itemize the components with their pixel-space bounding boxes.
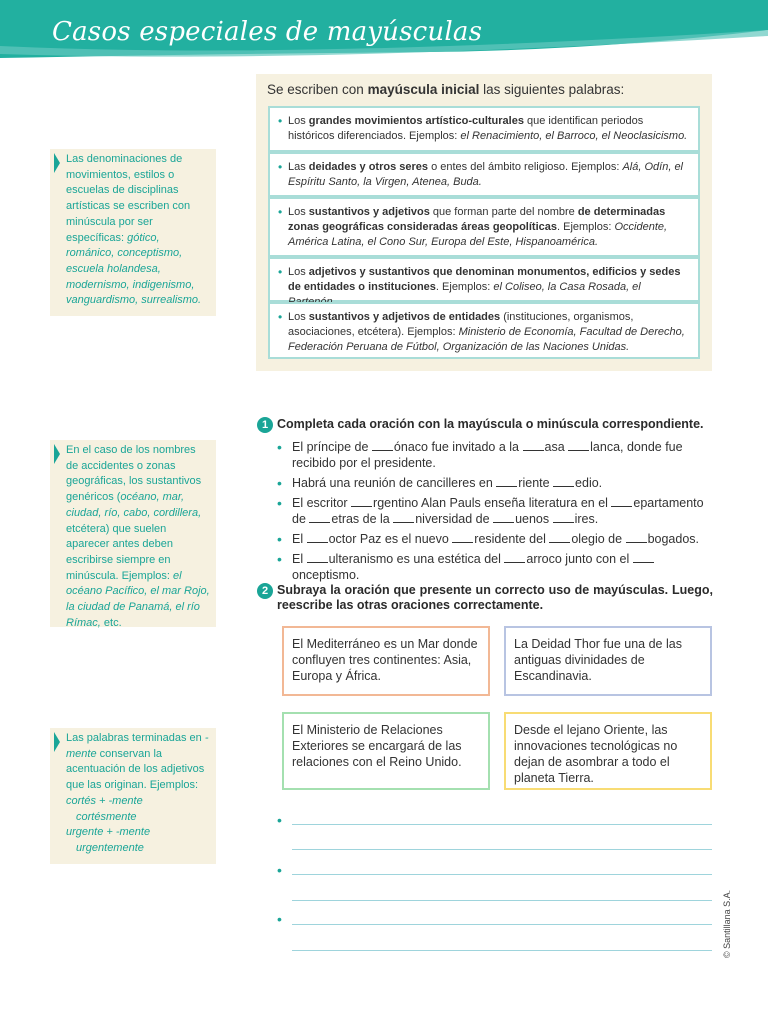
rules-intro: Se escriben con mayúscula inicial las siguientes palabras:	[267, 82, 625, 97]
rule-item: • Los adjetivos y sustantivos que denominan monumentos, edificios y sedes de entidades o instituciones. Ejemplos: el Coliseo, la Casa Rosada, el	[268, 257, 700, 302]
bullet-icon: •	[277, 531, 282, 547]
side-note-mente: Las palabras terminadas en -mente conservan la acentuación de los adjetivos que las originan. Ejemplos: cortés + -mente cortésmente urgente + -mente urgentemente	[50, 728, 216, 864]
header-banner	[0, 0, 768, 62]
sentence-card[interactable]: Desde el lejano Oriente, las innovaciones tecnológicas no dejan de asombrar a todo el planeta Tierra.	[504, 712, 712, 790]
blank-field[interactable]	[611, 495, 632, 507]
sentence-item: • El ulteranismo es una estética del arroco junto con el onceptismo.	[276, 551, 716, 583]
note-arrow-icon	[54, 444, 60, 464]
blank-field[interactable]	[633, 551, 654, 563]
writing-line[interactable]	[292, 849, 712, 850]
blank-field[interactable]	[549, 531, 570, 543]
sentence-item: • El escritor rgentino Alan Pauls enseña literatura en el epartamento de etras de la niversidad de uenos ires.	[277, 495, 704, 526]
writing-line[interactable]	[292, 924, 712, 925]
side-note-geography: En el caso de los nombres de accidentes o zonas geográficas, los sustantivos genéricos (océano, mar, ciudad, río, cabo, cordillera, etcétera) que suelen aparecer antes deben escribirse siempre en minúscula. Ejemplos: el océano Pacífico, el mar Rojo, la ciudad de Panamá, el río Rímac, etc.	[50, 440, 216, 627]
page-title: Casos especiales de mayúsculas	[52, 17, 483, 47]
blank-field[interactable]	[393, 511, 414, 523]
side-note-movements: Las denominaciones de movimientos, estilos o escuelas de disciplinas artísticas se escriben con minúscula por ser específicas: gótico, románico, conceptismo, escuela holandesa, modernismo, indigenismo, vanguardismo, surrealismo.	[50, 149, 216, 316]
rules-panel	[256, 74, 712, 371]
blank-field[interactable]	[496, 475, 517, 487]
sentence-card[interactable]: El Mediterráneo es un Mar donde confluyen tres continentes: Asia, Europa y África.	[282, 626, 490, 696]
bullet-icon: •	[277, 911, 282, 927]
sentence-card[interactable]: La Deidad Thor fue una de las antiguas divinidades de Escandinavia.	[504, 626, 712, 696]
rule-item: • Los grandes movimientos artístico-culturales que identifican periodos históricos diferenciados. Ejemplos: el Renacimiento, el Barroco, el Neoclasicismo.	[268, 106, 700, 152]
bullet-icon: •	[277, 551, 282, 567]
writing-line[interactable]	[292, 874, 712, 875]
blank-field[interactable]	[351, 495, 372, 507]
blank-field[interactable]	[523, 439, 544, 451]
note-arrow-icon	[54, 732, 60, 752]
note-arrow-icon	[54, 153, 60, 173]
bullet-icon: •	[277, 495, 282, 511]
exercise-1-heading: 1 Completa cada oración con la mayúscula o minúscula correspondiente.	[257, 417, 717, 432]
blank-field[interactable]	[493, 511, 514, 523]
bullet-icon: •	[277, 475, 282, 491]
blank-field[interactable]	[307, 551, 328, 563]
blank-field[interactable]	[568, 439, 589, 451]
bullet-icon: •	[278, 205, 283, 219]
blank-field[interactable]	[452, 531, 473, 543]
rule-item: • Los sustantivos y adjetivos de entidades (instituciones, organismos, asociaciones, etcétera). Ejemplos: Ministerio de Economía, Facultad de Derecho, Federación Peruana de Fútbol, Organización de las Naciones Unidas.	[268, 302, 700, 359]
blank-field[interactable]	[553, 511, 574, 523]
bullet-icon: •	[277, 439, 282, 455]
exercise-1-list	[276, 439, 716, 587]
exercise-number-badge: 1	[257, 417, 273, 433]
rule-item: • Las deidades y otros seres o entes del ámbito religioso. Ejemplos: Alá, Odín, el Espíritu Santo, la Virgen, Atenea, Buda.	[268, 152, 700, 197]
bullet-icon: •	[278, 310, 283, 324]
bullet-icon: •	[277, 812, 282, 828]
blank-field[interactable]	[372, 439, 393, 451]
bullet-icon: •	[278, 160, 283, 174]
writing-line[interactable]	[292, 824, 712, 825]
blank-field[interactable]	[504, 551, 525, 563]
exercise-number-badge: 2	[257, 583, 273, 599]
sentence-card[interactable]: El Ministerio de Relaciones Exteriores se encargará de las relaciones con el Reino Unido.	[282, 712, 490, 790]
blank-field[interactable]	[553, 475, 574, 487]
copyright-text: © Santillana S.A.	[722, 889, 732, 958]
blank-field[interactable]	[626, 531, 647, 543]
sentence-item: • El octor Paz es el nuevo residente del olegio de bogados.	[277, 531, 699, 547]
exercise-2-heading: 2 Subraya la oración que presente un correcto uso de mayúsculas. Luego, reescribe las otras oraciones correctamente.	[257, 583, 713, 613]
sentence-item: • El príncipe de ónaco fue invitado a la asa lanca, donde fue recibido por el presidente.	[277, 439, 683, 470]
writing-line[interactable]	[292, 950, 712, 951]
writing-line[interactable]	[292, 900, 712, 901]
sentence-item: • Habrá una reunión de cancilleres en riente edio.	[277, 475, 603, 491]
rule-item: • Los sustantivos y adjetivos que forman parte del nombre de determinadas zonas geográficas consideradas áreas geopolíticas. Ejemplos: Occidente, América Latina, el Cono Sur, Europa del Este, Hispanoamérica.	[268, 197, 700, 257]
blank-field[interactable]	[309, 511, 330, 523]
blank-field[interactable]	[307, 531, 328, 543]
bullet-icon: •	[277, 862, 282, 878]
bullet-icon: •	[278, 265, 283, 279]
bullet-icon: •	[278, 114, 283, 128]
